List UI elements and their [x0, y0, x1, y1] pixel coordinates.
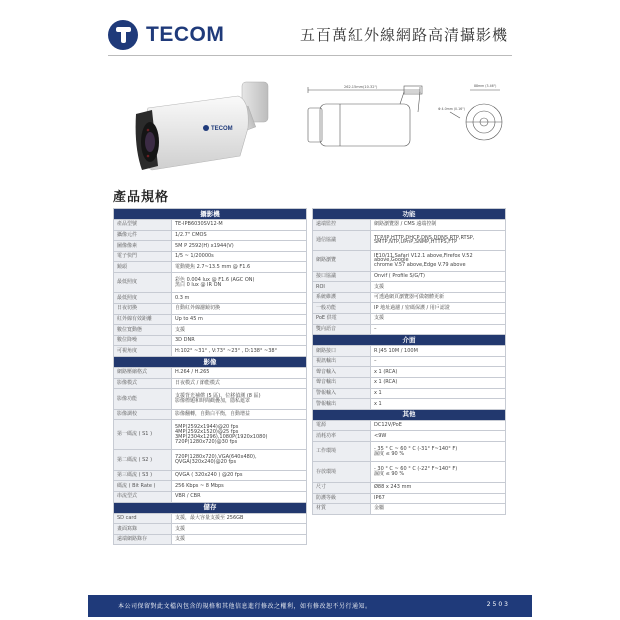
table-row — [313, 377, 506, 388]
table-row — [114, 524, 307, 535]
table-row — [313, 230, 506, 251]
spec-value-line: Up to 45 m — [175, 316, 203, 323]
spec-value-line: IP67 — [374, 494, 385, 501]
dim-side-b-label: Φ 4.0mm (0.16") — [438, 107, 465, 111]
spec-value — [172, 524, 307, 535]
spec-value-line: 1/2.7" CMOS — [175, 231, 207, 238]
spec-key: 電子快門 — [114, 251, 172, 262]
logo — [108, 20, 224, 50]
spec-value-line: – — [374, 325, 377, 332]
spec-key: 圖像像素 — [114, 241, 172, 252]
spec-value-line: 720P(1280x720),VGA(640x480), — [175, 454, 257, 461]
spec-value — [371, 230, 506, 251]
table-row — [313, 271, 506, 282]
spec-key: 材質 — [313, 504, 371, 515]
spec-key: 影像調校 — [114, 409, 172, 420]
spec-key: 工作環境 — [313, 441, 371, 462]
spec-value — [371, 356, 506, 367]
spec-value-line: 1/5 ~ 1/20000s — [175, 253, 214, 260]
spec-value — [371, 462, 506, 483]
spec-value — [172, 314, 307, 325]
spec-value-line: 720P(1280x720)@30 fps — [175, 438, 238, 445]
spec-value — [371, 482, 506, 493]
dimension-drawing — [300, 82, 520, 172]
table-row — [114, 220, 307, 231]
spec-key: 遠端監控 — [313, 220, 371, 231]
spec-key: 數位降噪 — [114, 335, 172, 346]
table-row — [313, 251, 506, 272]
table-row — [313, 303, 506, 314]
spec-value-line: 金屬 — [374, 505, 385, 512]
table-row — [114, 262, 307, 273]
table-section-header: 功能 — [313, 209, 506, 220]
spec-value — [371, 493, 506, 504]
spec-value — [371, 303, 506, 314]
table-row — [313, 441, 506, 462]
spec-value-line: Ø88 x 243 mm — [374, 484, 412, 491]
spec-value — [172, 335, 307, 346]
spec-value — [371, 431, 506, 442]
table-row — [313, 388, 506, 399]
spec-key: 視訊輸出 — [313, 356, 371, 367]
spec-value-line: 5MP(2592x1944)@20 fps — [175, 424, 239, 431]
footer-doc-code: 2503 — [486, 601, 510, 608]
spec-key: 警報輸入 — [313, 388, 371, 399]
spec-value — [172, 378, 307, 389]
spec-value-line: 0.3 m — [175, 294, 190, 301]
spec-key: 數位寬動態 — [114, 325, 172, 336]
spec-value-line: QVGA ( 320x240 ) @20 fps — [175, 472, 243, 479]
spec-value-line: 影像翻轉，自動白平衡，自動增益 — [175, 411, 251, 418]
spec-key: 產品型號 — [114, 220, 172, 231]
spec-value — [371, 399, 506, 410]
spec-value-line: 支援，最大容量支援至 256GB — [175, 514, 244, 521]
spec-value — [371, 377, 506, 388]
spec-value — [371, 292, 506, 303]
spec-value-line: H.264 / H.265 — [175, 369, 210, 376]
spec-key: 網路接口 — [313, 346, 371, 357]
spec-value — [172, 409, 307, 420]
table-row — [114, 378, 307, 389]
spec-key: 電源 — [313, 420, 371, 431]
spec-value-line: - 35 ° C ~ 60 ° C (-31° F~140° F) — [374, 445, 458, 452]
brand-name: TECOM — [146, 23, 225, 46]
spec-value-line: QVGA(320x240)@20 fps — [175, 459, 237, 466]
spec-value — [172, 389, 307, 410]
spec-key: 第一碼流 ( S1 ) — [114, 420, 172, 450]
spec-value-line: 網路瀏覽器 / CMS 遠端控制 — [374, 221, 437, 228]
table-row — [313, 462, 506, 483]
spec-value-line: 支援 — [175, 525, 186, 532]
spec-key: 最低照度 — [114, 293, 172, 304]
spec-key: 接口協議 — [313, 271, 371, 282]
table-row — [313, 482, 506, 493]
spec-key: 聲音輸入 — [313, 367, 371, 378]
spec-value-line: 電動變焦 2.7~13.5 mm @ F1.6 — [175, 263, 251, 270]
table-row — [114, 450, 307, 471]
spec-value-line: TCP/IP,HTTP,DHCP,DNS,DDNS,RTP,RTSP, — [374, 234, 475, 241]
table-row — [313, 399, 506, 410]
spec-key: 聲音輸出 — [313, 377, 371, 388]
spec-value-line: <9W — [374, 432, 387, 439]
table-row — [114, 389, 307, 410]
table-row — [114, 241, 307, 252]
spec-value-line: IE10/11,Safari V12.1 above,Firefox V.52 above,Google — [374, 252, 473, 264]
spec-value — [371, 367, 506, 378]
spec-key: 鏡頭 — [114, 262, 172, 273]
table-row — [114, 314, 307, 325]
spec-key: ROI — [313, 282, 371, 293]
spec-value-line: VBR / CBR — [175, 493, 201, 500]
spec-key: 畫面寫錄 — [114, 524, 172, 535]
spec-value — [371, 313, 506, 324]
camera-photo — [130, 78, 280, 178]
spec-value — [172, 325, 307, 336]
spec-value-line: x 1 (RCA) — [374, 379, 398, 386]
spec-value-line: TE-IPB6030SV12-M — [175, 221, 223, 228]
spec-key: 防護等級 — [313, 493, 371, 504]
spec-key: 警報輸出 — [313, 399, 371, 410]
spec-value — [371, 441, 506, 462]
table-row — [114, 304, 307, 315]
spec-value — [172, 470, 307, 481]
table-row — [114, 230, 307, 241]
spec-table-left — [113, 208, 307, 545]
spec-value-line: 3D DNR — [175, 337, 195, 344]
spec-value-line: 5M P 2592(H) x1944(V) — [175, 242, 234, 249]
table-row — [114, 481, 307, 492]
spec-value — [172, 230, 307, 241]
spec-value-line: 可透過網頁瀏覽器可做韌體更新 — [374, 294, 445, 301]
table-row — [114, 346, 307, 357]
spec-value-line: 彩色 0.004 lux @ F1.6 (AGC ON) — [175, 276, 255, 283]
table-row — [114, 409, 307, 420]
dim-top-label: 262.15mm(10.32") — [344, 85, 378, 89]
table-row — [114, 534, 307, 545]
spec-value-line: 支援 — [175, 536, 186, 543]
spec-value — [371, 271, 506, 282]
spec-value — [172, 513, 307, 524]
table-row — [313, 292, 506, 303]
spec-value — [371, 282, 506, 293]
spec-key: 可視角度 — [114, 346, 172, 357]
spec-value-line: 濕度 ≤ 90 % — [374, 471, 405, 478]
spec-value — [172, 368, 307, 379]
table-row — [313, 346, 506, 357]
spec-value — [371, 346, 506, 357]
spec-value — [172, 304, 307, 315]
spec-value — [371, 220, 506, 231]
table-row — [114, 272, 307, 293]
table-row — [313, 431, 506, 442]
spec-value-line: 影像標題和時間戳疊加，隱私遮罩 — [175, 397, 251, 404]
table-row — [114, 513, 307, 524]
table-section-header: 介面 — [313, 335, 506, 346]
table-row — [313, 367, 506, 378]
document-title: 五百萬紅外線網路高清攝影機 — [299, 26, 508, 44]
table-row — [114, 368, 307, 379]
dim-side-a-label: 88mm (3.46") — [474, 84, 497, 88]
spec-value-line: x 1 — [374, 389, 382, 396]
spec-value-line: chrome V.57 above,Edge V.79 above — [374, 262, 466, 269]
spec-key: 尺寸 — [313, 482, 371, 493]
spec-value-line: 支援 — [374, 315, 385, 322]
spec-value-line: R J45 10M / 100M — [374, 347, 418, 354]
spec-value-line: x 1 (RCA) — [374, 368, 398, 375]
table-row — [313, 504, 506, 515]
spec-value — [172, 241, 307, 252]
spec-key: 通信協議 — [313, 230, 371, 251]
spec-value-line: 支援 — [175, 326, 186, 333]
table-row — [114, 251, 307, 262]
spec-value-line: 日夜模式 / 節能模式 — [175, 380, 220, 387]
table-row — [313, 420, 506, 431]
spec-value-line: Onvif ( Profile S/G/T) — [374, 272, 425, 279]
spec-key: 雙向語音 — [313, 324, 371, 335]
spec-value — [172, 293, 307, 304]
spec-key: 遠端網路錄存 — [114, 534, 172, 545]
table-row — [114, 492, 307, 503]
table-row — [313, 356, 506, 367]
table-row — [313, 493, 506, 504]
spec-value — [371, 504, 506, 515]
spec-section-title: 產品規格 — [113, 190, 170, 205]
spec-key: 消耗功率 — [313, 431, 371, 442]
spec-value-line: 3MP(2304x1296),1080P(1920x1080) — [175, 433, 268, 440]
footer-disclaimer: 本公司保留對此文檔內包含的規格和其他信息進行修改之權利，如有修改恕不另行通知。 — [118, 603, 372, 610]
table-section-header: 儲存 — [114, 502, 307, 513]
spec-key: 串流型式 — [114, 492, 172, 503]
spec-value — [371, 251, 506, 272]
spec-key: 碼流 ( Bit Rate ) — [114, 481, 172, 492]
spec-key: 第二碼流 ( S2 ) — [114, 450, 172, 471]
spec-value-line: 黑白 0 lux @ IR ON — [175, 281, 222, 288]
table-section-header: 影像 — [114, 357, 307, 368]
table-section-header: 攝影機 — [114, 209, 307, 220]
spec-value-line: - 30 ° C ~ 60 ° C (-22° F~140° F) — [374, 466, 458, 473]
spec-key: SD card — [114, 513, 172, 524]
spec-key: 一般功能 — [313, 303, 371, 314]
spec-value-line: DC12V/PoE — [374, 422, 402, 429]
camera-badge-text: TECOM — [211, 126, 233, 132]
spec-value-line: 濕度 ≤ 90 % — [374, 450, 405, 457]
spec-key: 第三碼流 ( S3 ) — [114, 470, 172, 481]
spec-value-line: – — [374, 358, 377, 365]
table-row — [114, 335, 307, 346]
spec-value — [172, 534, 307, 545]
table-row — [114, 420, 307, 450]
table-row — [313, 313, 506, 324]
spec-value — [371, 388, 506, 399]
header-divider — [108, 55, 512, 56]
spec-key: 存放環境 — [313, 462, 371, 483]
spec-key: 最低照度 — [114, 272, 172, 293]
spec-table-right — [312, 208, 506, 515]
spec-value-line: H:102° ~31° , V:73° ~23° , D:138° ~38° — [175, 347, 278, 354]
spec-value — [172, 450, 307, 471]
spec-value — [371, 324, 506, 335]
table-row — [114, 293, 307, 304]
spec-value — [172, 420, 307, 450]
spec-value-line: 支援背光補償 (5 區)、位移偵測 (8 區) — [175, 393, 261, 400]
spec-key: 網路瀏覽 — [313, 251, 371, 272]
spec-key: 影像模式 — [114, 378, 172, 389]
footer-bar — [88, 595, 532, 617]
spec-key: 影像功能 — [114, 389, 172, 410]
table-row — [313, 324, 506, 335]
spec-value-line: 支援 — [374, 283, 385, 290]
spec-key: PoE 供電 — [313, 313, 371, 324]
table-section-header: 其他 — [313, 409, 506, 420]
spec-value-line: 256 Kbps ~ 8 Mbps — [175, 482, 224, 489]
spec-key: 紅外線有效距離 — [114, 314, 172, 325]
table-row — [114, 470, 307, 481]
spec-value — [172, 262, 307, 273]
tecom-logo-icon — [108, 20, 138, 50]
spec-key: 日夜切換 — [114, 304, 172, 315]
spec-value — [172, 492, 307, 503]
table-row — [114, 325, 307, 336]
camera-logo-icon — [203, 125, 209, 131]
spec-value-line: SMTP,NTP,UPnP,SNMP,HTTPS,FTP — [374, 239, 458, 246]
spec-value-line: 4MP(2592x1520)@25 fps — [175, 429, 239, 436]
spec-value — [172, 346, 307, 357]
spec-key: 系統維護 — [313, 292, 371, 303]
spec-value-line: 自動紅外線濾鏡切換 — [175, 305, 221, 312]
spec-value-line: x 1 — [374, 400, 382, 407]
spec-key: 網路壓縮格式 — [114, 368, 172, 379]
spec-value — [371, 420, 506, 431]
table-row — [313, 220, 506, 231]
table-row — [313, 282, 506, 293]
spec-value — [172, 481, 307, 492]
spec-value — [172, 272, 307, 293]
spec-key: 攝像元件 — [114, 230, 172, 241]
spec-value — [172, 251, 307, 262]
spec-value-line: IP 地址過濾 / 密碼保護 / 用戶認證 — [374, 304, 450, 311]
spec-value — [172, 220, 307, 231]
